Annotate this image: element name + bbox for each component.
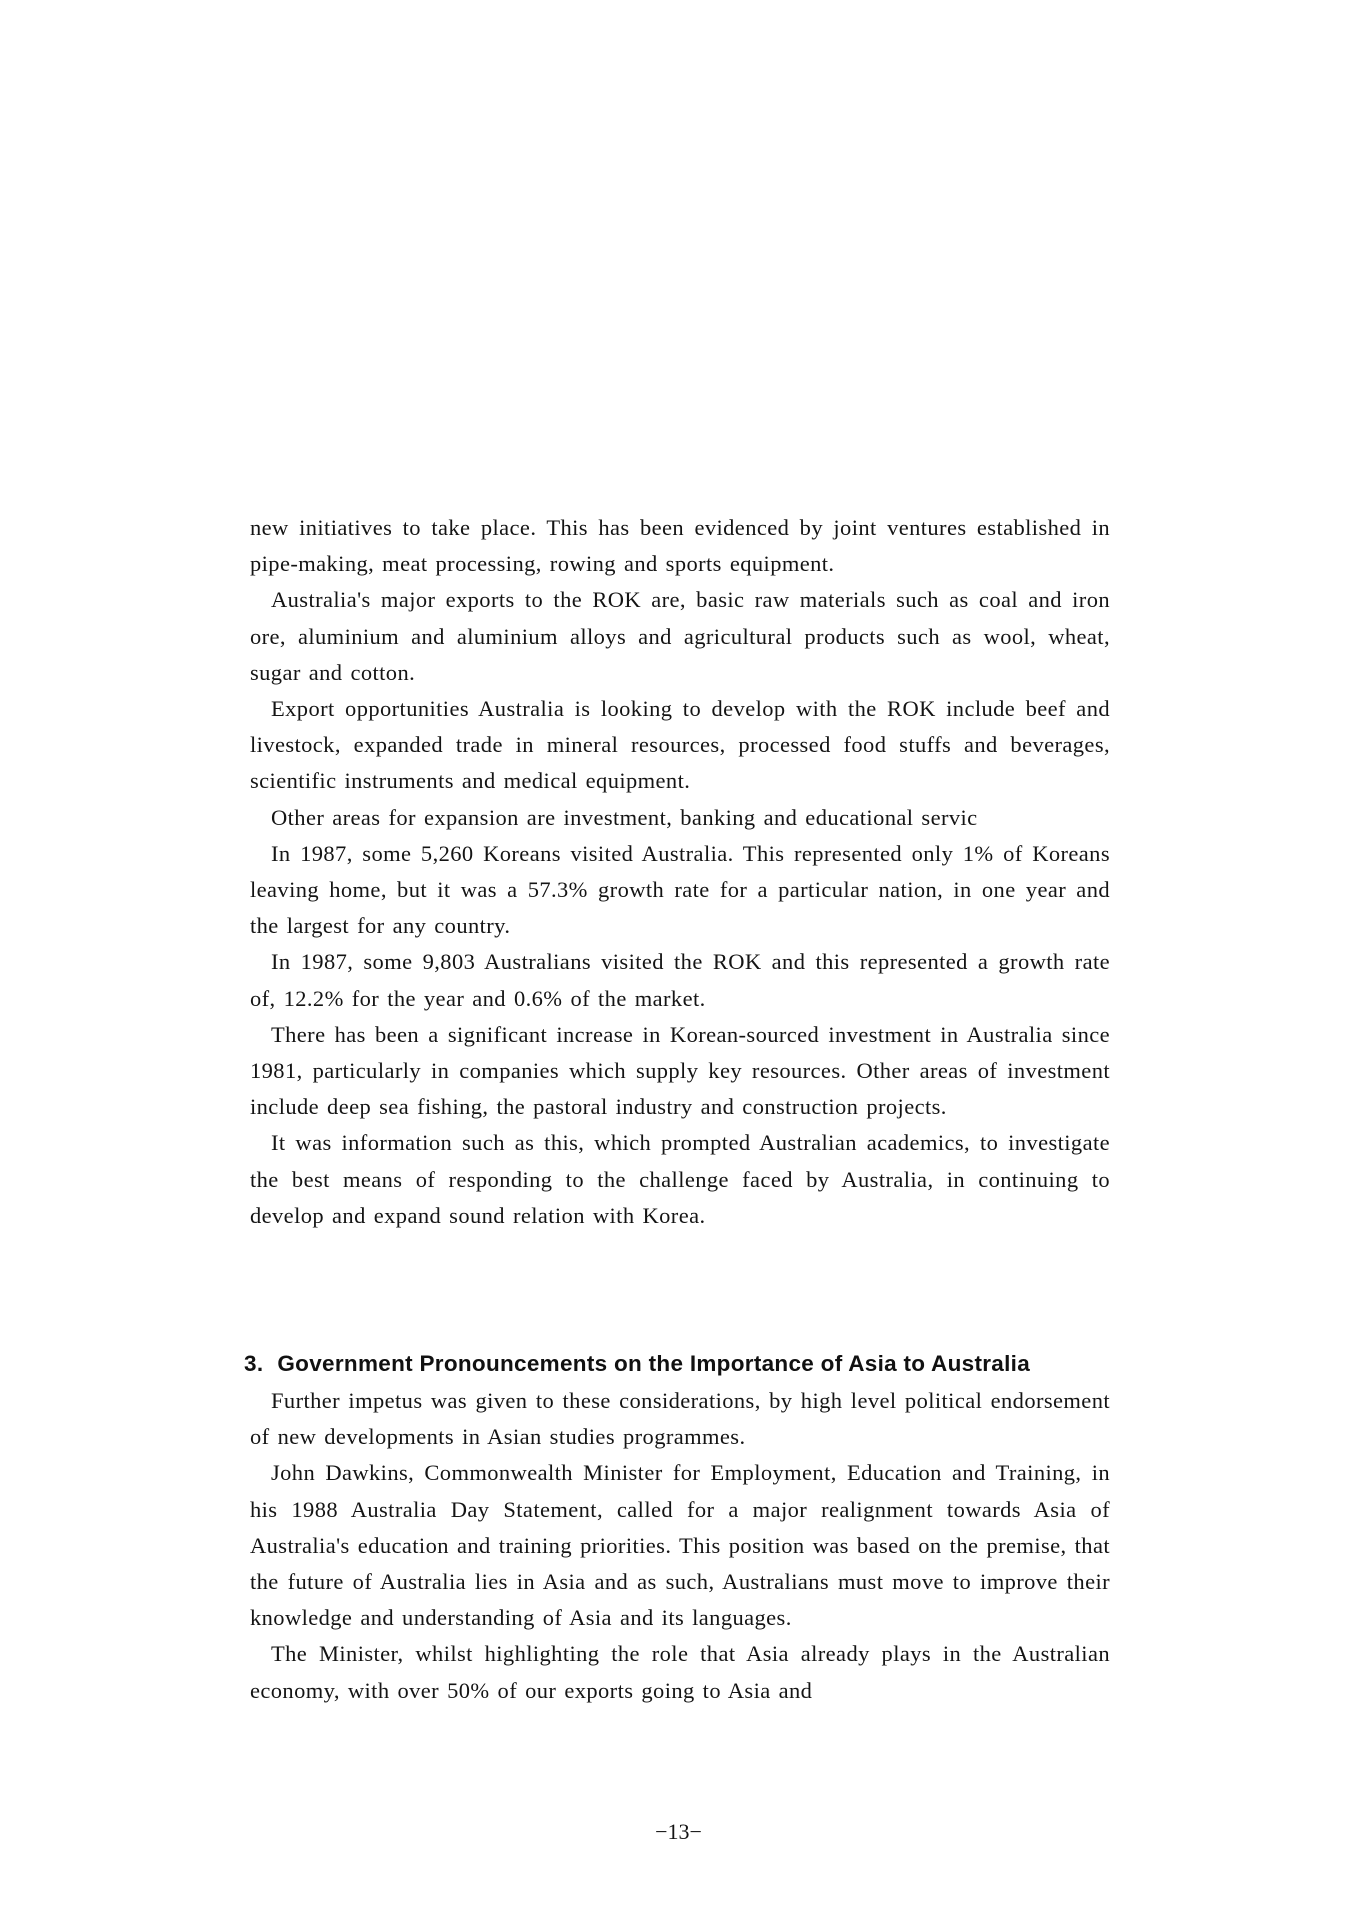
paragraph-joint-ventures: new initiatives to take place. This has been evidenced by joint ventures established in pipe-making, meat processing, rowing and sports equipment. [250,515,1110,577]
paragraph-further-impetus: Further impetus was given to these considerations, by high level political endorsement of new developments in Asian studies programmes. [250,1388,1110,1450]
paragraph-korean-visitors: In 1987, some 5,260 Koreans visited Australia. This represented only 1% of Koreans leaving home, but it was a 57.3% growth rate for a particular nation, in one year and the largest for any country. [250,840,1110,939]
section-title: Government Pronouncements on the Importance of Asia to Australia [277,1351,1031,1376]
paragraph-major-exports: Australia's major exports to the ROK are, basic raw materials such as coal and iron ore, aluminium and aluminium alloys and agricultural products such as wool, wheat, sugar and cotton. [250,587,1110,685]
section-number: 3. [244,1351,264,1376]
page-number: −13− [655,1819,702,1844]
paragraph-korean-investment: There has been a significant increase in Korean-sourced investment in Australia since 1981, particularly in companies which supply key resources. Other areas of investment include deep sea fishing, the pastoral industry and construction projects. [250,1021,1110,1120]
paragraph-australian-visitors: In 1987, some 9,803 Australians visited the ROK and this represented a growth rate of, 12.2% for the year and 0.6% of the market. [250,949,1110,1011]
paragraph-academics-response: It was information such as this, which prompted Australian academics, to investigate the best means of responding to the challenge faced by Australia, in continuing to develop and expand sound relation with Korea. [250,1130,1110,1228]
paragraph-export-opportunities: Export opportunities Australia is looking to develop with the ROK include beef and livestock, expanded trade in mineral resources, processed food stuffs and beverages, scientific instruments and medical equipment. [250,696,1110,794]
section-3 [244,1347,1116,1709]
paragraph-minister-exports: The Minister, whilst highlighting the role that Asia already plays in the Australian economy, with over 50% of our exports going to Asia and [250,1641,1110,1703]
section-body [244,1383,1110,1709]
paragraph-dawkins-statement: John Dawkins, Commonwealth Minister for Employment, Education and Training, in his 1988 Australia Day Statement, called for a major realignment towards Asia of Australia's education and training priorities. This position was based on the premise, that the future of Australia lies in Asia and as such, Australians must move to improve their knowledge and understanding of Asia and its languages. [250,1460,1110,1631]
section-heading [244,1347,1116,1381]
body-text [250,510,1110,1234]
paragraph-expansion-areas: Other areas for expansion are investment, banking and educational servic [271,804,978,830]
